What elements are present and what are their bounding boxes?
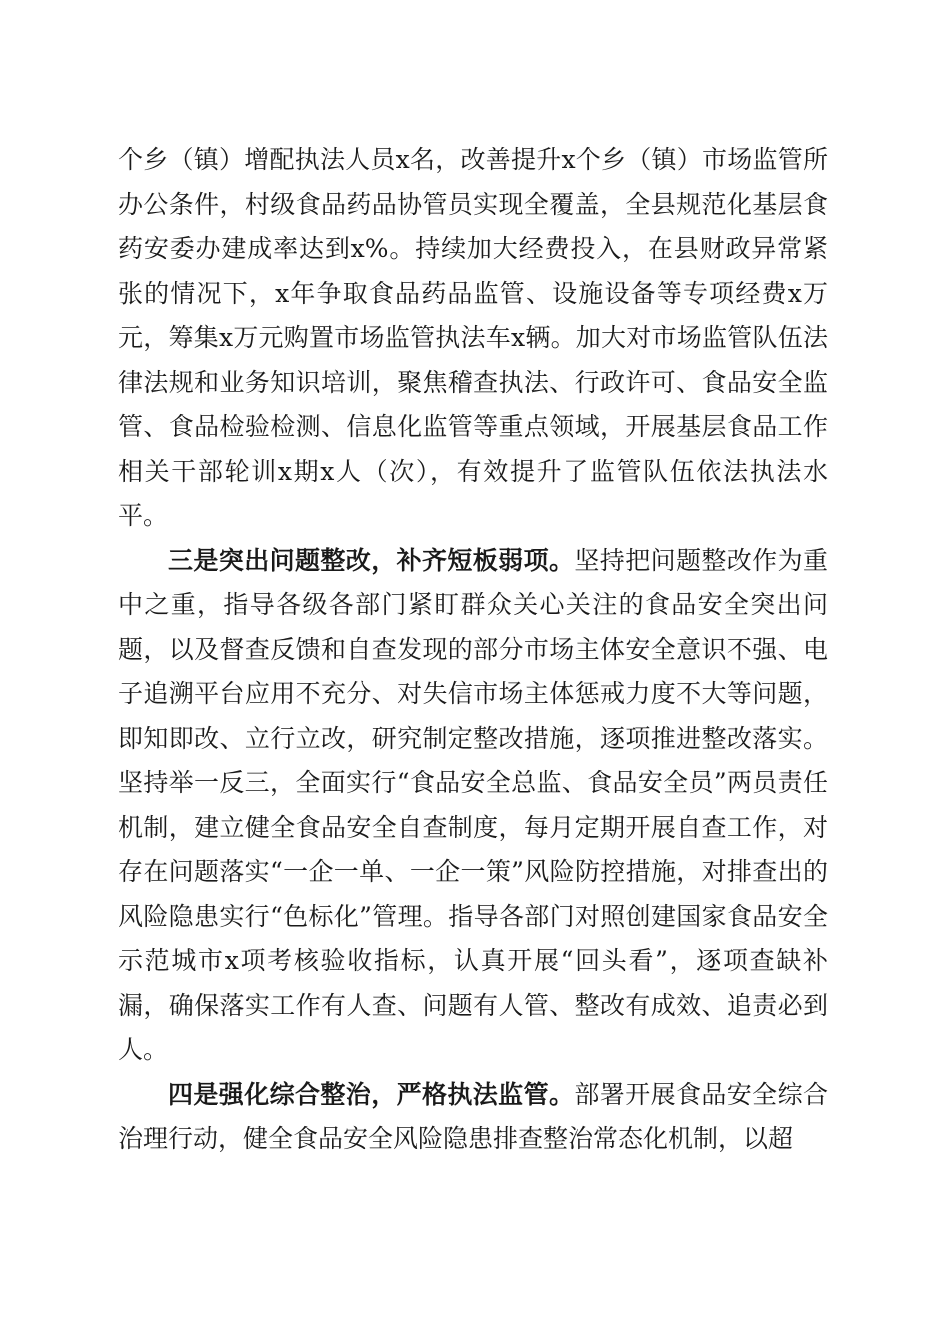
paragraph-section-four xyxy=(118,1073,828,1162)
paragraph-text: 个乡（镇）增配执法人员x名，改善提升x个乡（镇）市场监管所办公条件，村级食品药品协管员实现全覆盖，全县规范化基层食药安委办建成率达到x%。持续加大经费投入，在县财政异常紧张的情况下，x年争取食品药品监管、设施设备等专项经费x万元，筹集x万元购置市场监管执法车x辆。加大对市场监管队伍法律法规和业务知识培训，聚焦稽查执法、行政许可、食品安全监管、食品检验检测、信息化监管等重点领域，开展基层食品工作相关干部轮训x期x人（次），有效提升了监管队伍依法执法水平。 xyxy=(118,145,828,530)
paragraph-text: 部署开展食品安全综合治理行动，健全食品安全风险隐患排查整治常态化机制，以超 xyxy=(118,1079,828,1153)
document-page xyxy=(118,138,828,1162)
paragraph-section-three xyxy=(118,539,828,1073)
section-heading: 四是强化综合整治，严格执法监管。 xyxy=(168,1079,575,1109)
paragraph-text: 坚持把问题整改作为重中之重，指导各级各部门紧盯群众关心关注的食品安全突出问题，以及督查反馈和自查发现的部分市场主体安全意识不强、电子追溯平台应用不充分、对失信市场主体惩戒力度不大等问题，即知即改、立行立改，研究制定整改措施，逐项推进整改落实。坚持举一反三，全面实行“食品安全总监、食品安全员”两员责任机制，建立健全食品安全自查制度，每月定期开展自查工作，对存在问题落实“一企一单、一企一策”风险防控措施，对排查出的风险隐患实行“色标化”管理。指导各部门对照创建国家食品安全示范城市x项考核验收指标，认真开展“回头看”，逐项查缺补漏，确保落实工作有人查、问题有人管、整改有成效、追责必到人。 xyxy=(118,545,828,1064)
section-heading: 三是突出问题整改，补齐短板弱项。 xyxy=(168,545,575,575)
paragraph-continuation xyxy=(118,138,828,539)
